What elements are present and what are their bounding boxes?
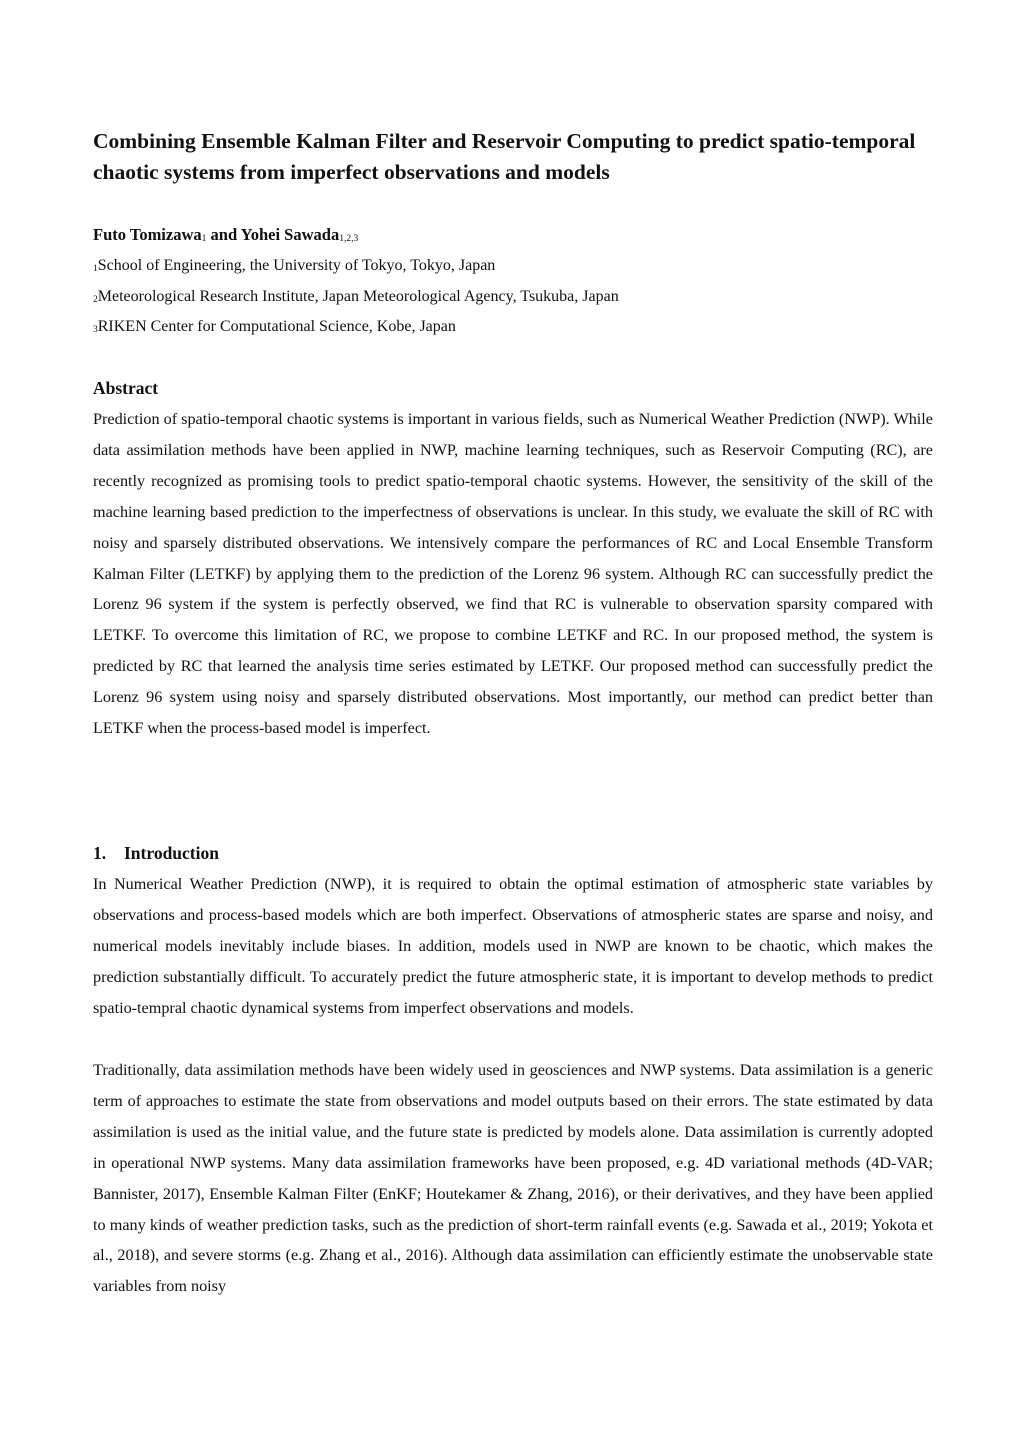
affiliation-number: 1	[93, 264, 98, 274]
affiliation-text: RIKEN Center for Computational Science, Kobe, Japan	[97, 318, 456, 335]
affiliation-text: School of Engineering, the University of Tokyo, Tokyo, Japan	[97, 257, 496, 274]
body-paragraph: Traditionally, data assimilation methods have been widely used in geosciences and NWP systems. Data assimilation is a generic term of approaches to estimate the state from observations and model outputs based on their errors. The state estimated by data assimilation is used as the initial value, and the future state is predicted by models alone. Data assimilation is currently adopted in operational NWP systems. Many data assimilation frameworks have been proposed, e.g. 4D variational methods (4D-VAR; Bannister, 2017), Ensemble Kalman Filter (EnKF; Houtekamer & Zhang, 2016), or their derivatives, and they have been applied to many kinds of weather prediction tasks, such as the prediction of short-term rainfall events (e.g. Sawada et al., 2019; Yokota et al., 2018), and severe storms (e.g. Zhang et al., 2016). Although data assimilation can efficiently estimate the unobservable state variables from noisy	[93, 1061, 933, 1296]
abstract-text: Prediction of spatio-temporal chaotic systems is important in various fields, such as Numerical Weather Prediction (NWP). While data assimilation methods have been applied in NWP, machine learning techniques, such as Reservoir Computing (RC), are recently recognized as promising tools to predict spatio-temporal chaotic systems. However, the sensitivity of the skill of the machine learning based prediction to the imperfectness of observations is unclear. In this study, we evaluate the skill of RC with noisy and sparsely distributed observations. We intensively compare the performances of RC and Local Ensemble Transform Kalman Filter (LETKF) by applying them to the prediction of the Lorenz 96 system. Although RC can successfully predict the Lorenz 96 system if the system is perfectly observed, we find that RC is vulnerable to observation sparsity compared with LETKF. To overcome this limitation of RC, we propose to combine LETKF and RC. In our proposed method, the system is predicted by RC that learned the analysis time series estimated by LETKF. Our proposed method can successfully predict the Lorenz 96 system using noisy and sparsely distributed observations. Most importantly, our method can predict better than LETKF when the process-based model is imperfect.	[93, 410, 933, 738]
author-line	[93, 224, 358, 249]
abstract-heading: Abstract	[93, 378, 159, 398]
affiliation	[93, 255, 495, 279]
section-title: Introduction	[124, 843, 219, 863]
affiliation-number: 2	[93, 295, 98, 305]
affiliation-number: 3	[93, 325, 98, 335]
section-number: 1.	[93, 843, 107, 863]
affiliation	[93, 316, 456, 340]
section-heading-introduction	[93, 842, 219, 864]
affiliation	[93, 286, 619, 310]
body-paragraph: In Numerical Weather Prediction (NWP), it is required to obtain the optimal estimation of atmospheric state variables by observations and process-based models which are both imperfect. Observations of atmospheric states are sparse and noisy, and numerical models inevitably include biases. In addition, models used in NWP are known to be chaotic, which makes the prediction substantially difficult. To accurately predict the future atmospheric state, it is important to develop methods to predict spatio-tempral chaotic dynamical systems from imperfect observations and models.	[93, 875, 933, 1017]
author-affiliation-marker: 1	[201, 234, 207, 244]
author-name: Futo Tomizawa	[93, 225, 202, 244]
paper-title: Combining Ensemble Kalman Filter and Reservoir Computing to predict spatio-temporal chaotic systems from imperfect observations and models	[93, 129, 916, 184]
affiliation-text: Meteorological Research Institute, Japan Meteorological Agency, Tsukuba, Japan	[97, 288, 619, 305]
author-affiliation-marker: 1,2,3	[339, 234, 359, 244]
author-name: Yohei Sawada	[240, 225, 340, 244]
author-conjunction: and	[210, 225, 238, 244]
